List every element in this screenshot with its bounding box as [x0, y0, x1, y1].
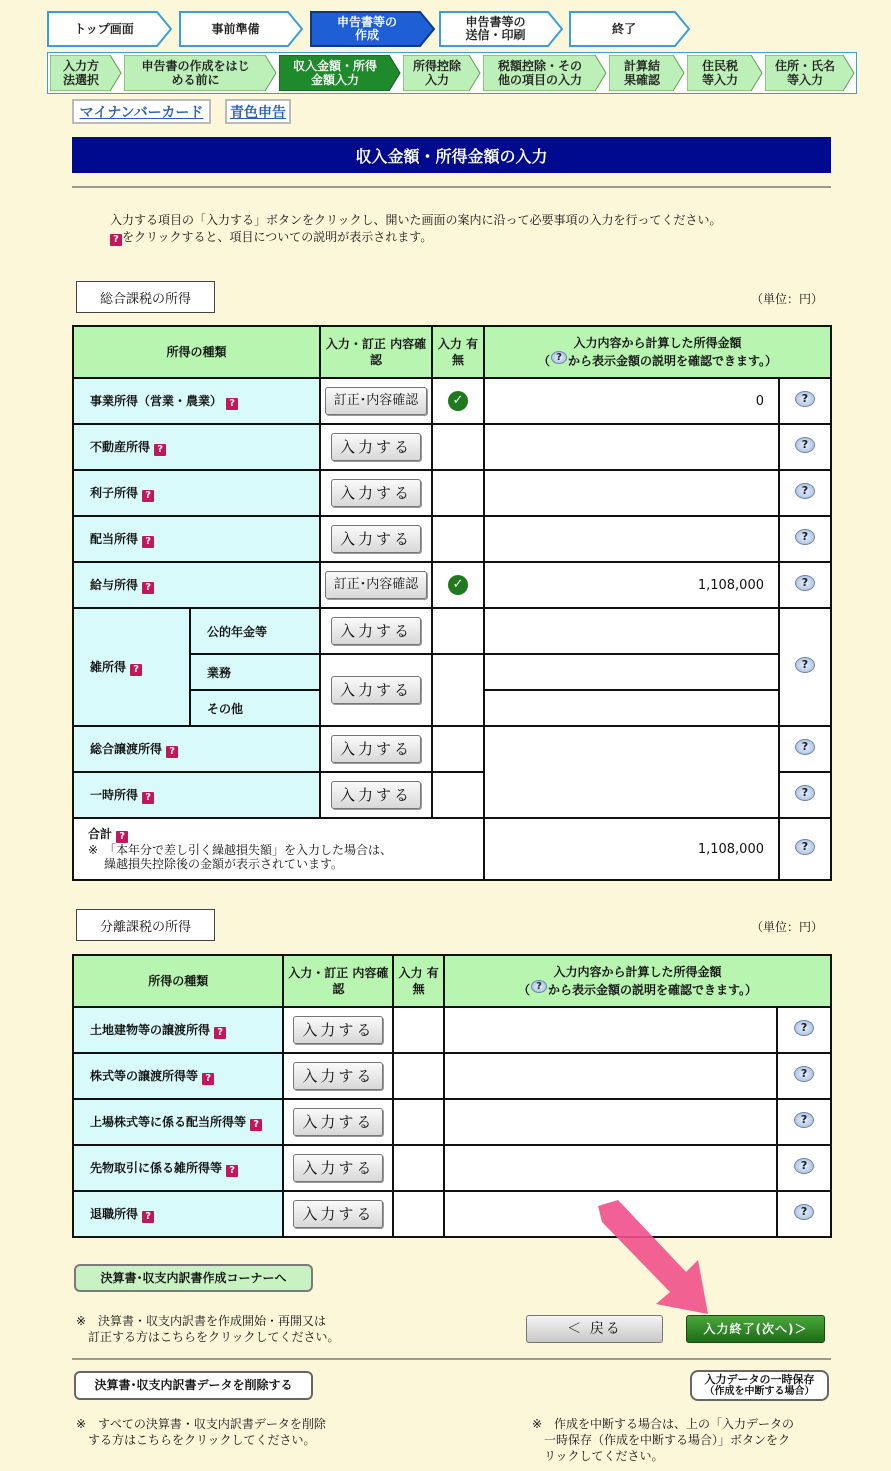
header-amount-line: から表示金額の説明を確認できます。） [548, 983, 758, 997]
amount-cell [484, 726, 779, 818]
help-icon[interactable] [793, 437, 817, 455]
help-glyph: ? [794, 1204, 814, 1220]
header-amount-line: （ [537, 354, 550, 368]
has-cell [393, 1191, 444, 1237]
header-has: 入力 有無 [432, 326, 484, 378]
row-label [73, 608, 190, 726]
table-row [73, 424, 831, 470]
substep-label: 計算結果確認 [623, 59, 660, 87]
row-label-text: 土地建物等の譲渡所得 [90, 1023, 211, 1037]
header-confirm: 入力・訂正 内容確認 [320, 326, 432, 378]
header-amount-line: 入力内容から計算した所得金額 [553, 965, 722, 979]
substep-address[interactable] [765, 55, 855, 91]
amount-cell [444, 1145, 777, 1191]
row-label-text: 一時所得 [90, 788, 139, 802]
amount-cell [444, 1099, 777, 1145]
substep-label: 税額控除・その他の項目の入力 [497, 59, 582, 87]
table-row [73, 1099, 831, 1145]
help-q-icon[interactable]: ? [142, 582, 154, 594]
input-button[interactable]: 入力する [331, 433, 421, 461]
input-button[interactable]: 入力する [293, 1016, 383, 1044]
row-label [73, 1099, 283, 1145]
header-has: 入力 有無 [393, 955, 444, 1007]
substep-result[interactable] [609, 55, 685, 91]
input-button[interactable]: 入力する [293, 1108, 383, 1136]
help-cell [779, 608, 831, 726]
help-icon[interactable] [793, 739, 817, 757]
temp-save-button[interactable] [690, 1370, 829, 1401]
substep-label: 住民税等入力 [701, 59, 738, 87]
header-confirm: 入力・訂正 内容確認 [283, 955, 393, 1007]
btn-cell [320, 608, 432, 654]
step-label: 終了 [611, 21, 636, 36]
help-icon[interactable] [793, 529, 817, 547]
total-amount: 1,108,000 [484, 818, 779, 880]
check-icon: ✓ [448, 391, 468, 411]
has-cell [393, 1145, 444, 1191]
total-note: ※ 「本年分で差し引く繰越損失額」を入力した場合は、 [88, 843, 393, 857]
help-icon[interactable] [793, 391, 817, 409]
header-amount-line: から表示金額の説明を確認できます。） [567, 354, 778, 368]
table-row [73, 1053, 831, 1099]
amount-cell [484, 424, 779, 470]
row-label-text: 退職所得 [90, 1207, 139, 1221]
note-line: ※ すべての決算書・収支内訳書データを削除 [76, 1417, 326, 1431]
has-cell [432, 470, 484, 516]
help-cell [777, 1053, 831, 1099]
sub-label: その他 [190, 690, 320, 726]
help-icon[interactable] [792, 1020, 816, 1038]
table-row [73, 562, 831, 608]
row-label [73, 1053, 283, 1099]
check-icon: ✓ [448, 575, 468, 595]
help-icon[interactable] [793, 785, 817, 803]
has-cell [432, 608, 484, 654]
row-label [73, 516, 320, 562]
row-label [73, 470, 320, 516]
help-glyph: ? [795, 483, 815, 499]
next-button[interactable]: 入力終了(次へ)＞ [686, 1315, 825, 1343]
row-label-text: 先物取引に係る雑所得等 [90, 1161, 223, 1175]
save-button-line: 入力データの一時保存 [704, 1372, 815, 1386]
row-label [73, 1191, 283, 1237]
help-icon[interactable] [793, 839, 817, 857]
btn-cell [283, 1191, 393, 1237]
help-glyph: ? [795, 785, 815, 801]
btn-cell [283, 1145, 393, 1191]
input-button[interactable]: 入力する [293, 1154, 383, 1182]
help-glyph: ? [795, 739, 815, 755]
note-line: ※ 作成を中断する場合は、上の「入力データの [532, 1417, 795, 1431]
table-row [73, 608, 831, 654]
help-cell [779, 562, 831, 608]
general-income-table [72, 325, 832, 881]
substep-resident[interactable] [687, 55, 763, 91]
help-cell [779, 726, 831, 772]
help-q-icon[interactable]: ? [226, 398, 238, 410]
help-glyph: ? [794, 1158, 814, 1174]
table-row [73, 516, 831, 562]
substep-label: 申告書の作成をはじめる前に [141, 59, 250, 87]
input-button[interactable]: 入力する [331, 735, 421, 763]
help-cell [779, 772, 831, 818]
step-top[interactable] [47, 11, 173, 47]
btn-cell [320, 424, 432, 470]
header-amount-line: 入力内容から計算した所得金額 [573, 336, 742, 350]
help-q-icon[interactable]: ? [154, 444, 166, 456]
corner-note [76, 1313, 340, 1345]
help-q-icon[interactable]: ? [166, 746, 178, 758]
input-button[interactable]: 入力する [331, 617, 421, 645]
amount-cell: 1,108,000 [484, 562, 779, 608]
note-line: 一時保存（作成を中断する場合）」ボタンをク [544, 1433, 791, 1447]
general-section-label: 総合課税の所得 [76, 281, 215, 313]
row-label-text: 利子所得 [90, 486, 139, 500]
row-label-text: 株式等の譲渡所得等 [90, 1069, 199, 1083]
help-q-icon[interactable]: ? [130, 664, 142, 676]
edit-confirm-button[interactable]: 訂正･内容確認 [325, 571, 428, 599]
step-label: トップ画面 [74, 21, 134, 36]
help-glyph: ? [551, 351, 567, 364]
help-cell [779, 470, 831, 516]
help-icon[interactable] [793, 657, 817, 675]
row-label-text: 事業所得（営業・農業） [90, 394, 223, 408]
header-amount [484, 326, 831, 378]
header-amount-line: （ [518, 983, 531, 997]
has-cell [393, 1053, 444, 1099]
sub-label: 業務 [190, 654, 320, 690]
row-label [73, 1007, 283, 1053]
total-row [73, 818, 831, 880]
has-cell [393, 1099, 444, 1145]
table-row [73, 1007, 831, 1053]
sub-step-strip [47, 52, 857, 94]
intro-text [110, 212, 722, 246]
row-label [73, 378, 320, 424]
help-icon[interactable] [793, 483, 817, 501]
step-create[interactable] [310, 11, 436, 47]
total-label: 合計 [88, 827, 113, 841]
help-icon [530, 980, 548, 994]
amount-cell [444, 1007, 777, 1053]
substep-tax-credit[interactable] [483, 55, 607, 91]
help-q-icon[interactable]: ? [116, 831, 128, 843]
help-cell [777, 1007, 831, 1053]
btn-cell [320, 378, 432, 424]
intro-line: をクリックすると、項目についての説明が表示されます。 [122, 230, 433, 244]
amount-cell: 0 [484, 378, 779, 424]
btn-cell [320, 726, 432, 772]
btn-cell [283, 1053, 393, 1099]
row-label [73, 726, 320, 772]
help-q-icon[interactable]: ? [214, 1027, 226, 1039]
help-cell [779, 818, 831, 880]
has-cell [432, 772, 484, 818]
help-icon[interactable] [793, 575, 817, 593]
help-glyph: ? [795, 437, 815, 453]
input-button[interactable]: 入力する [293, 1062, 383, 1090]
settlement-corner-button[interactable]: 決算書･収支内訳書作成コーナーへ [74, 1264, 313, 1292]
delete-note [76, 1416, 326, 1448]
help-q-icon[interactable]: ? [142, 490, 154, 502]
row-label-text: 配当所得 [90, 532, 139, 546]
table-row [73, 470, 831, 516]
header-amount [444, 955, 831, 1007]
delete-data-button[interactable]: 決算書･収支内訳書データを削除する [74, 1371, 313, 1400]
help-cell [779, 516, 831, 562]
help-icon[interactable] [792, 1112, 816, 1130]
separate-income-table [72, 954, 832, 1238]
note-line: ※ 決算書・収支内訳書を作成開始・再開又は [76, 1314, 327, 1328]
step-end[interactable] [569, 11, 691, 47]
help-icon[interactable] [792, 1066, 816, 1084]
intro-line: 入力する項目の「入力する」ボタンをクリックし、開いた画面の案内に沿って必要事項の入力を行ってください。 [110, 213, 722, 227]
substep-input-method[interactable] [50, 55, 122, 91]
note-line: する方はこちらをクリックしてください。 [88, 1433, 316, 1447]
substep-label: 住所・氏名等入力 [775, 59, 836, 87]
note-line: 訂正する方はこちらをクリックしてください。 [88, 1330, 340, 1344]
row-label-text: 給与所得 [90, 578, 139, 592]
sub-label: 公的年金等 [190, 608, 320, 654]
input-button[interactable]: 入力する [331, 525, 421, 553]
substep-label: 入力方法選択 [62, 59, 99, 87]
step-prep[interactable] [179, 11, 304, 47]
input-button[interactable]: 入力する [331, 781, 421, 809]
help-q-icon[interactable]: ? [142, 792, 154, 804]
has-cell [432, 654, 484, 726]
step-send[interactable] [439, 11, 564, 47]
input-button[interactable]: 入力する [331, 676, 421, 704]
row-label-text: 総合譲渡所得 [90, 742, 163, 756]
row-label [73, 1145, 283, 1191]
mynumber-card-link[interactable]: マイナンバーカード [72, 99, 211, 124]
help-q-icon[interactable]: ? [142, 1211, 154, 1223]
save-note [532, 1416, 794, 1464]
btn-cell [320, 562, 432, 608]
unit-label: （単位：円） [751, 920, 824, 934]
unit-label: （単位：円） [751, 292, 824, 306]
divider [72, 186, 831, 188]
help-glyph: ? [794, 1066, 814, 1082]
divider [72, 1358, 831, 1360]
substep-deduction[interactable] [403, 55, 481, 91]
help-glyph: ? [795, 575, 815, 591]
help-q-icon: ? [110, 234, 122, 246]
help-glyph: ? [795, 839, 815, 855]
help-glyph: ? [795, 657, 815, 673]
step-label: 申告書等の送信・印刷 [465, 15, 526, 42]
note-line: リックしてください。 [544, 1449, 664, 1463]
amount-cell [484, 690, 779, 726]
help-glyph: ? [795, 529, 815, 545]
row-label [73, 562, 320, 608]
row-label-text: 雑所得 [90, 660, 127, 674]
input-button[interactable]: 入力する [293, 1200, 383, 1228]
help-cell [779, 424, 831, 470]
help-cell [777, 1191, 831, 1237]
help-icon[interactable] [792, 1204, 816, 1222]
help-cell [777, 1099, 831, 1145]
substep-income[interactable] [279, 55, 401, 91]
amount-cell [484, 654, 779, 690]
btn-cell [320, 654, 432, 726]
substep-label: 所得控除入力 [413, 59, 462, 87]
edit-confirm-button[interactable]: 訂正･内容確認 [325, 387, 428, 415]
header-type: 所得の種類 [73, 326, 320, 378]
total-note: 繰越損失控除後の金額が表示されています。 [104, 857, 344, 871]
btn-cell [283, 1099, 393, 1145]
substep-before[interactable] [124, 55, 277, 91]
has-cell [393, 1007, 444, 1053]
help-q-icon[interactable]: ? [226, 1165, 238, 1177]
table-row [73, 378, 831, 424]
help-q-icon[interactable]: ? [142, 536, 154, 548]
input-button[interactable]: 入力する [331, 479, 421, 507]
separate-section-label: 分離課税の所得 [76, 909, 215, 941]
amount-cell [484, 608, 779, 654]
row-label [73, 424, 320, 470]
row-label-text: 不動産所得 [90, 440, 151, 454]
help-glyph: ? [531, 980, 547, 993]
help-glyph: ? [795, 391, 815, 407]
substep-label: 収入金額・所得金額入力 [292, 59, 377, 87]
blue-return-link[interactable]: 青色申告 [225, 99, 291, 124]
help-glyph: ? [794, 1020, 814, 1036]
header-type: 所得の種類 [73, 955, 283, 1007]
amount-cell [444, 1053, 777, 1099]
page-title: 収入金額・所得金額の入力 [72, 137, 831, 173]
help-glyph: ? [794, 1112, 814, 1128]
has-cell [432, 516, 484, 562]
row-label-text: 上場株式等に係る配当所得等 [90, 1115, 247, 1129]
btn-cell [320, 772, 432, 818]
has-cell [432, 726, 484, 772]
help-q-icon[interactable]: ? [250, 1119, 262, 1131]
step-label: 事前準備 [211, 21, 260, 36]
back-button[interactable]: ＜ 戻る [526, 1315, 663, 1343]
has-cell [432, 562, 484, 608]
help-icon[interactable] [792, 1158, 816, 1176]
amount-cell [484, 516, 779, 562]
help-cell [779, 378, 831, 424]
amount-cell [484, 470, 779, 516]
btn-cell [320, 516, 432, 562]
table-row [73, 1145, 831, 1191]
help-icon [550, 351, 568, 365]
has-cell [432, 378, 484, 424]
step-label: 申告書等の作成 [336, 15, 397, 42]
row-label [73, 772, 320, 818]
has-cell [432, 424, 484, 470]
help-q-icon[interactable]: ? [202, 1073, 214, 1085]
btn-cell [283, 1007, 393, 1053]
total-label-cell [73, 818, 484, 880]
table-row [73, 726, 831, 772]
help-cell [777, 1145, 831, 1191]
save-button-line: （作成を中断する場合） [704, 1385, 815, 1397]
btn-cell [320, 470, 432, 516]
pointer-arrow-icon [590, 1200, 720, 1318]
